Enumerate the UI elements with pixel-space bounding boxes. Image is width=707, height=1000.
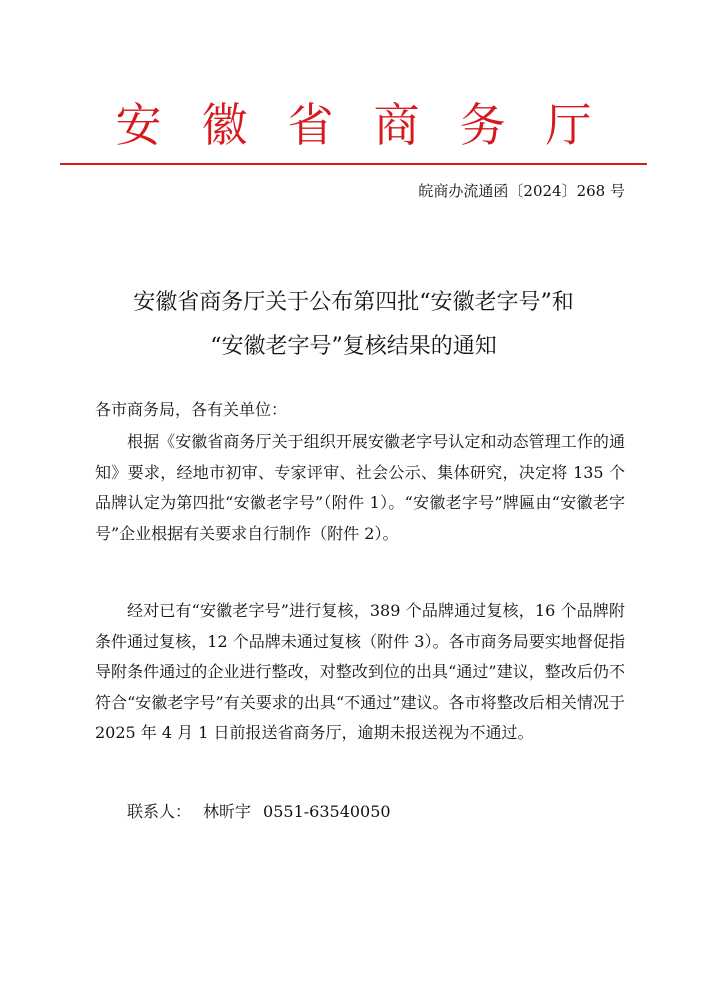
contact-line <box>127 797 391 827</box>
contact-phone: 0551-63540050 <box>263 802 391 821</box>
red-separator-line <box>60 163 647 165</box>
contact-name: 林昕宇 <box>203 802 252 821</box>
body-paragraph: 根据《安徽省商务厅关于组织开展安徽老字号认定和动态管理工作的通知》要求，经地市初审、专家评审、社会公示、集体研究，决定将 135 个品牌认定为第四批“安徽老字号”（附件 1）。“安徽老字号”牌匾由“安徽老字号”企业根据有关要求自行制作（附件 2）。 <box>95 432 625 543</box>
salutation: 各市商务局，各有关单位： <box>95 400 288 419</box>
title-line-1: 安徽省商务厅关于公布第四批“安徽老字号”和 <box>133 290 574 315</box>
contact-label: 联系人： <box>127 802 192 821</box>
issuing-organization-header: 安徽省商务厅 <box>115 98 632 152</box>
document-title <box>60 281 647 369</box>
document-number: 皖商办流通函〔2024〕268 号 <box>418 182 625 200</box>
title-line-2: “安徽老字号”复核结果的通知 <box>210 334 497 359</box>
body-paragraph: 经对已有“安徽老字号”进行复核，389 个品牌通过复核，16 个品牌附条件通过复核，12 个品牌未通过复核（附件 3）。各市商务局要实地督促指导附条件通过的企业进行整改，对整改到位的出具“通过”建议，整改后仍不符合“安徽老字号”有关要求的出具“不通过”建议。各市将整改后相关情况于 2025 年 4 月 1 日前报送省商务厅，逾期未报送视为不通过。 <box>95 601 625 742</box>
